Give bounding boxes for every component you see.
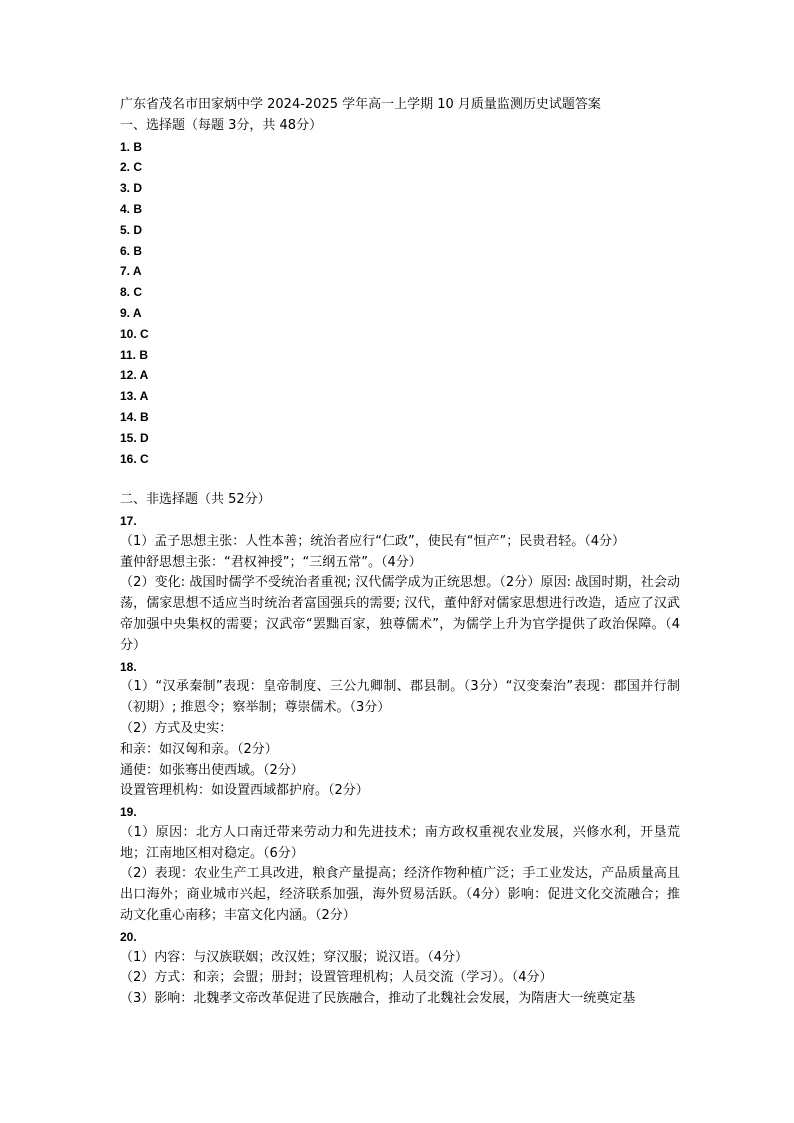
answer-paragraph: （3）影响：北魏孝文帝改革促进了民族融合，推动了北魏社会发展，为隋唐大一统奠定基 [120, 991, 636, 1007]
choice-answer: 6. B [120, 243, 143, 258]
section-heading-choice: 一、选择题（每题 3分，共 48分） [120, 117, 323, 133]
choice-answer: 8. C [120, 285, 143, 300]
choice-answer: 16. C [120, 451, 149, 466]
answer-paragraph: 和亲：如汉匈和亲。（2分） [120, 741, 278, 757]
answer-paragraph: （1）内容：与汉族联姻；改汉姓；穿汉服；说汉语。（4分） [120, 949, 469, 965]
answer-paragraph: （1）孟子思想主张：人性本善；统治者应行“仁政”，使民有“恒产”；民贵君轻。（4分） [120, 533, 625, 549]
choice-answer: 9. A [120, 305, 142, 320]
choice-answer: 10. C [120, 326, 149, 341]
choice-answer: 15. D [120, 430, 149, 445]
choice-answer: 4. B [120, 201, 143, 216]
answer-paragraph: （2）变化: 战国时儒学不受统治者重视; 汉代儒学成为正统思想。（2分）原因: 战国时期，社会动荡，儒家思想不适应当时统治者富国强兵的需要; 汉代，董仲舒对儒家思想进行改造，适应了汉武帝加强中央集权的需要；汉武帝“罢黜百家，独尊儒术”，为儒学上升为官学提供了政治保障。（4分） [120, 575, 680, 653]
choice-answer: 13. A [120, 389, 149, 404]
question-number-19: 19. [120, 805, 137, 820]
choice-answer: 7. A [120, 264, 142, 279]
choice-answer-list [120, 137, 680, 470]
choice-answer: 2. C [120, 160, 143, 175]
section-heading-nonchoice: 二、非选择题（共 52分） [120, 492, 271, 508]
choice-answer: 12. A [120, 368, 149, 383]
choice-answer: 1. B [120, 139, 143, 154]
choice-answer: 3. D [120, 181, 143, 196]
question-number-20: 20. [120, 929, 137, 944]
document-body [120, 95, 680, 1010]
choice-answer: 5. D [120, 222, 143, 237]
answer-paragraph: 通使：如张骞出使西域。（2分） [120, 762, 304, 778]
choice-answer: 11. B [120, 347, 149, 362]
answer-paragraph: （2）表现：农业生产工具改进，粮食产量提高；经济作物种植广泛；手工业发达，产品质量高且出口海外；商业城市兴起，经济联系加强，海外贸易活跃。（4分）影响：促进文化交流融合；推动文化重心南移；丰富文化内涵。（2分） [120, 866, 680, 924]
question-number-18: 18. [120, 659, 137, 674]
answer-paragraph: （1）原因：北方人口南迁带来劳动力和先进技术；南方政权重视农业发展，兴修水利，开垦荒地；江南地区相对稳定。（6分） [120, 824, 680, 861]
choice-answer: 14. B [120, 409, 149, 424]
answer-paragraph: 董仲舒思想主张：“君权神授”；“三纲五常”。（4分） [120, 554, 422, 570]
answer-paragraph: （1）“汉承秦制”表现：皇帝制度、三公九卿制、郡县制。（3分）“汉变秦治”表现：郡国并行制（初期）; 推恩令；察举制；尊崇儒术。（3分） [120, 679, 680, 716]
answer-paragraph: 设置管理机构：如设置西域都护府。（2分） [120, 783, 369, 799]
spacer [120, 469, 680, 490]
document-title: 广东省茂名市田家炳中学 2024-2025 学年高一上学期 10 月质量监测历史试题答案 [120, 97, 601, 112]
answer-paragraph: （2）方式：和亲；会盟；册封；设置管理机构；人员交流（学习）。（4分） [120, 970, 553, 986]
answer-paragraph: （2）方式及史实： [120, 720, 233, 736]
question-number-17: 17. [120, 513, 137, 528]
